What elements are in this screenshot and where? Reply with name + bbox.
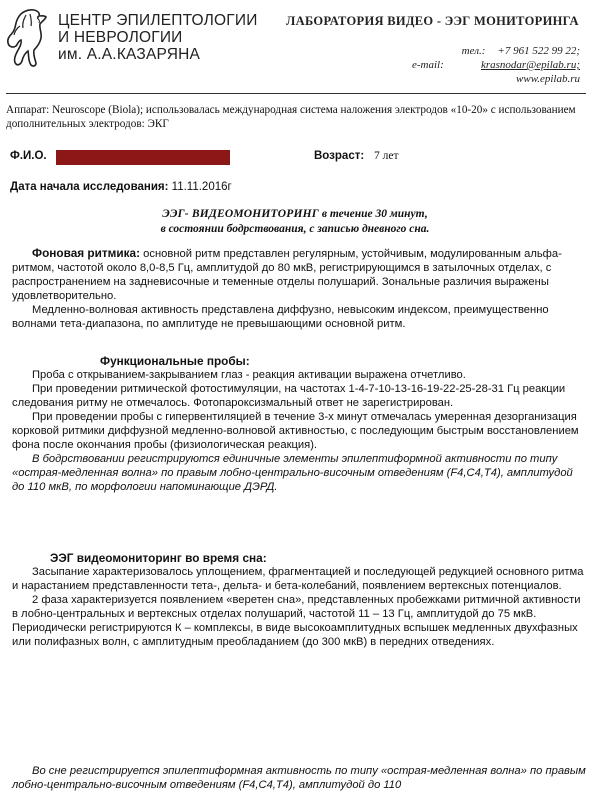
functional-section <box>12 354 588 494</box>
sleep-paragraph-3: Во сне регистрируется эпилептиформная активность по типу «острая-медленная волна» по правым лобно-центрально-височным отведениям (F4,C4,T4), амплитудой до 110 <box>12 765 586 791</box>
clinic-name <box>58 12 278 63</box>
report-title-tail: в течение 30 минут, <box>318 208 428 220</box>
functional-paragraph-2: При проведении ритмической фотостимуляции, на частотах 1-4-7-10-13-16-19-22-25-28-31 Гц реакции следования ритму не отмечалось. Фотопароксизмальный ответ не зарегистрирован. <box>12 383 566 409</box>
study-date-row <box>10 181 232 193</box>
functional-heading: Функциональные пробы: <box>100 354 250 368</box>
name-redaction <box>56 150 230 165</box>
report-title <box>130 207 460 237</box>
functional-paragraph-4: В бодрствовании регистрируются единичные элементы эпилептиформной активности по типу «острая-медленная волна» по правым лобно-центрально-височным отведениям (F4,C4,T4), амплитудой до 110 мкВ, по морфологии напоминающие ДЭРД. <box>12 453 573 493</box>
patient-row <box>10 150 585 166</box>
sleep-paragraph-1: Засыпание характеризовалось уплощением, фрагментацией и последующей редукцией основного ритма и нарастанием представленности тета-, дельта- и бета-колебаний, появлением вертексных потенциалов. <box>12 566 584 592</box>
background-heading: Фоновая ритмика: <box>32 246 141 260</box>
age-label: Возраст: <box>314 150 365 162</box>
website-link[interactable]: www.epilab.ru <box>516 73 580 85</box>
phone-number: +7 961 522 99 22; <box>497 45 580 57</box>
fio-label: Ф.И.О. <box>10 150 47 162</box>
lab-title: ЛАБОРАТОРИЯ ВИДЕО - ЭЭГ МОНИТОРИНГА <box>286 14 579 28</box>
sleep-paragraph-3-wrap <box>12 764 588 792</box>
functional-paragraph-1: Проба с открыванием-закрыванием глаз - реакция активации выражена отчетливо. <box>32 369 466 381</box>
email-label: e-mail: <box>412 59 444 71</box>
study-date-label: Дата начала исследования: <box>10 181 169 193</box>
sleep-heading: ЭЭГ видеомониторинг во время сна: <box>50 551 267 565</box>
report-title-main: ЭЭГ- ВИДЕОМОНИТОРИНГ <box>162 208 319 220</box>
horse-logo-icon <box>4 6 52 70</box>
background-section <box>12 246 588 331</box>
background-paragraph-1: основной ритм представлен регулярным, устойчивым, модулированным альфа-ритмом, частотой около 8,0-8,5 Гц, амплитудой до 80 мкВ, регистрирующимся в затылочных отделах, с распространением на задневисочные и теменные отделы полушарий. Зональные различия выражены удовлетворительно. <box>12 248 562 302</box>
age-value: 7 лет <box>374 150 399 162</box>
clinic-name-line2: И НЕВРОЛОГИИ <box>58 29 183 46</box>
sleep-paragraph-2: 2 фаза характеризуется появлением «веретен сна», представленных пробежками ритмичной активности в лобно-центральных и вертексных отделах полушарий, частотой 11 – 13 Гц, амплитудой до 75 мкВ. Периодически регистрируются К – комплексы, в виде высокоамплитудных вспышек медленных двухфазных или полифазных волн, с амплитудным преобладанием (до 300 мкВ) в передних отведениях. <box>12 594 581 648</box>
phone-label: тел.: <box>461 45 486 57</box>
clinic-name-line1: ЦЕНТР ЭПИЛЕПТОЛОГИИ <box>58 12 258 29</box>
report-title-line2: в состоянии бодрствования, с записью дневного сна. <box>160 223 430 235</box>
sleep-section <box>12 551 588 649</box>
clinic-name-line3: им. А.А.КАЗАРЯНА <box>58 46 201 63</box>
functional-paragraph-3: При проведении пробы с гипервентиляцией в течение 3-х минут отмечалась умеренная дезорганизация корковой ритмики диффузной медленно-волновой активностью, с последующим быстрым восстановлением фона после окончания пробы (физиологическая реакция). <box>12 411 579 451</box>
email-link[interactable]: krasnodar@epilab.ru; <box>480 59 580 71</box>
apparatus-text: Аппарат: Neuroscope (Biola); использовалась международная система наложения электродов «10-20» с использованием дополнительных электродов: ЭКГ <box>6 104 576 130</box>
study-date-value: 11.11.2016г <box>171 181 232 193</box>
header-divider <box>6 93 586 94</box>
contacts <box>320 44 580 86</box>
background-paragraph-2: Медленно-волновая активность представлена диффузно, невысоким индексом, преимущественно волнами тета-диапазона, по амплитуде не превышающими основной ритм. <box>12 304 549 330</box>
